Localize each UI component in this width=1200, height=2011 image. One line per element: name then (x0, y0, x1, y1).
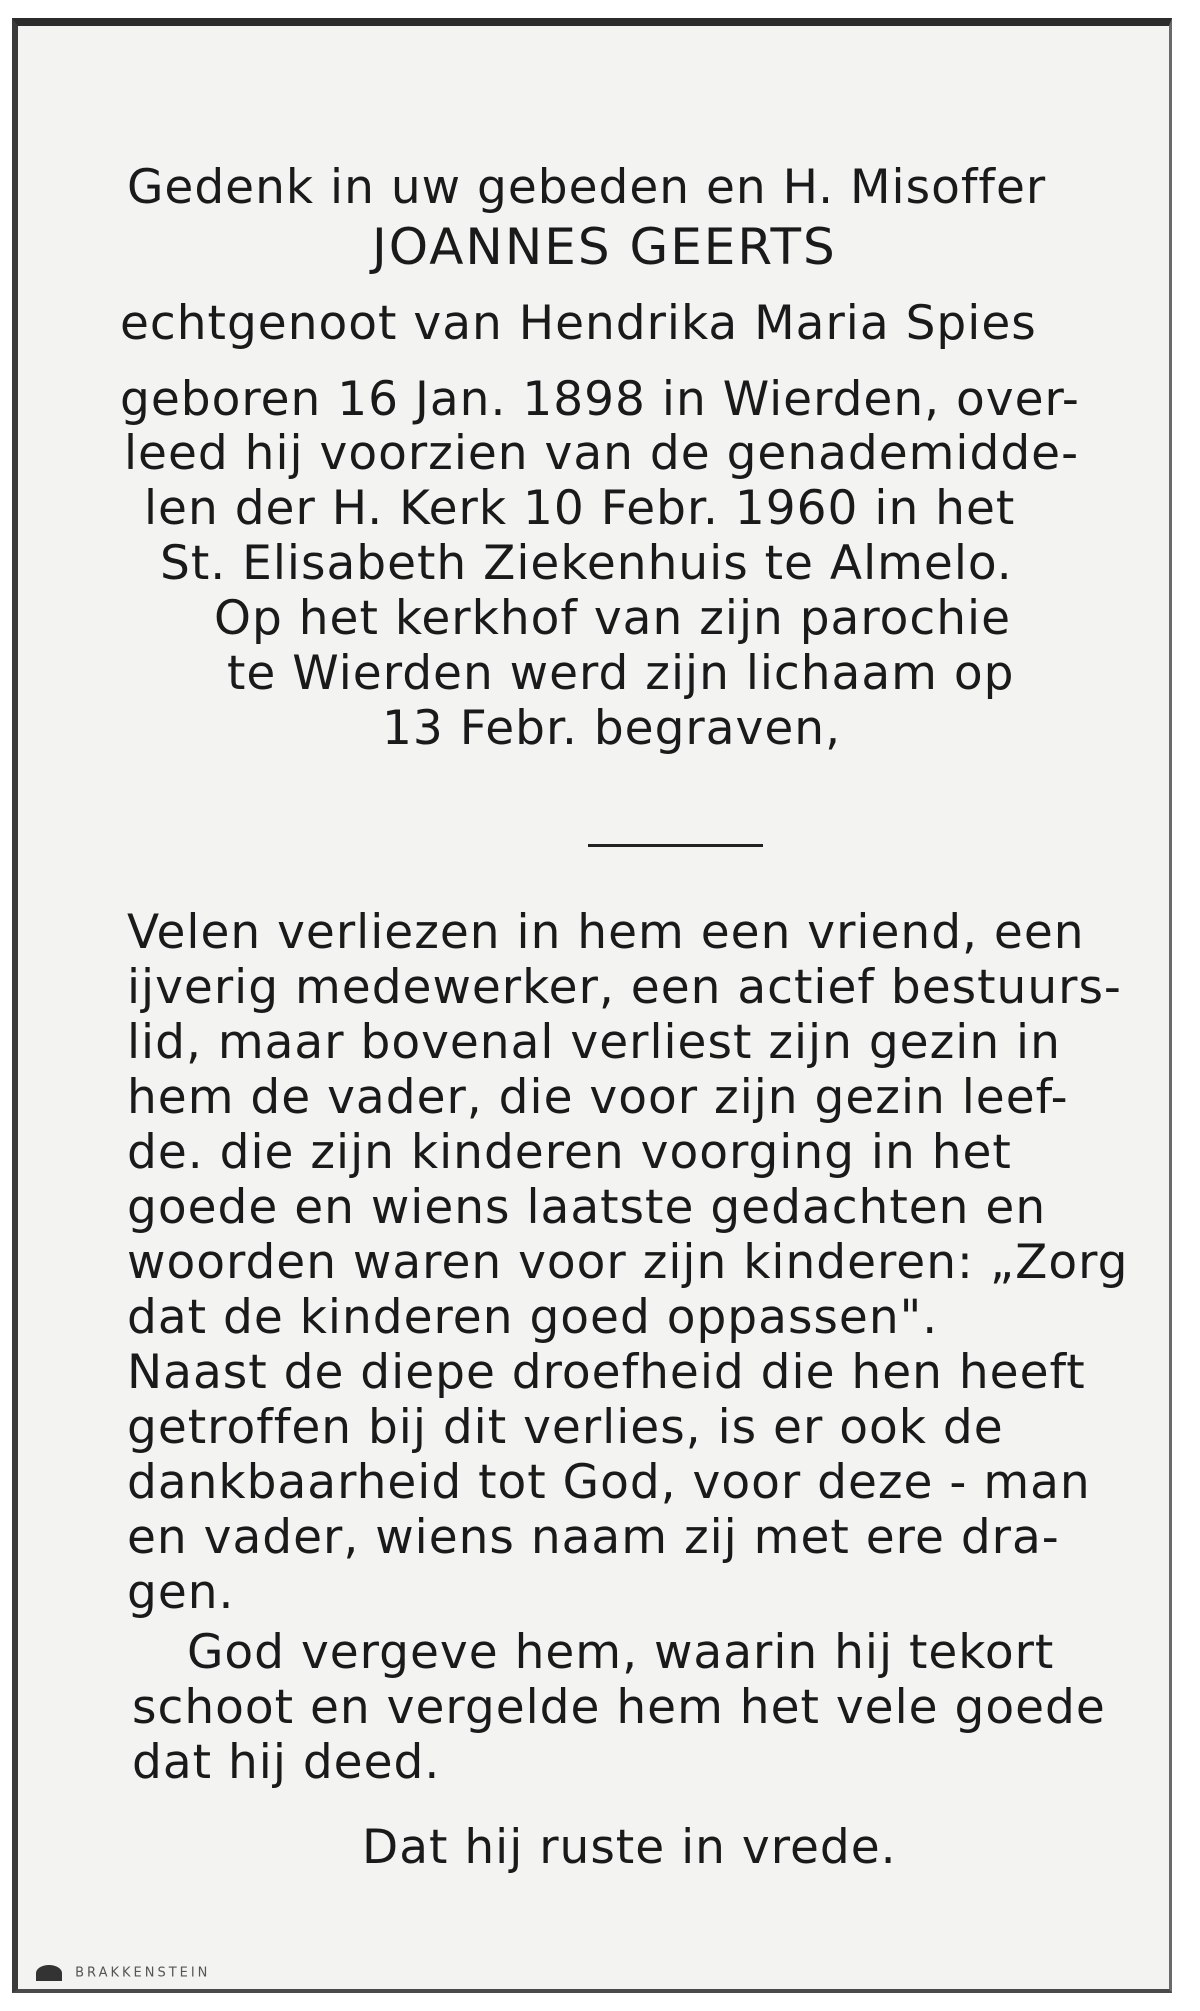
tribute-line: lid, maar bovenal verliest zijn gezin in (127, 1015, 1061, 1070)
tribute-line: hem de vader, die voor zijn gezin leef- (127, 1070, 1069, 1125)
intro-line: Gedenk in uw gebeden en H. Misoffer (127, 160, 1047, 215)
biography-line: geboren 16 Jan. 1898 in Wierden, over- (120, 372, 1080, 427)
tribute-line: dankbaarheid tot God, voor deze - man (127, 1455, 1091, 1510)
card-tribute (32, 44, 1159, 1959)
biography-line: St. Elisabeth Ziekenhuis te Almelo. (160, 536, 1013, 591)
tribute-line: Naast de diepe droefheid die hen heeft (127, 1345, 1086, 1400)
tribute-line: de. die zijn kinderen voorging in het (127, 1125, 1012, 1180)
deceased-name: JOANNES GEERTS (372, 218, 837, 276)
tribute-line: dat de kinderen goed oppassen". (127, 1290, 939, 1345)
printer-name: BRAKKENSTEIN (75, 1965, 211, 1981)
prayer-line: schoot en vergelde hem het vele goede (132, 1680, 1106, 1735)
biography-line: te Wierden werd zijn lichaam op (227, 646, 1015, 701)
printer-logo-icon (36, 1965, 62, 1981)
biography-line: len der H. Kerk 10 Febr. 1960 in het (144, 481, 1016, 536)
biography-line: 13 Febr. begraven, (382, 701, 842, 756)
tribute-line: getroffen bij dit verlies, is er ook de (127, 1400, 1004, 1455)
tribute-line: woorden waren voor zijn kinderen: „Zorg (127, 1235, 1129, 1290)
spouse-line: echtgenoot van Hendrika Maria Spies (120, 296, 1037, 351)
prayer-line: dat hij deed. (132, 1735, 441, 1790)
tribute-line: gen. (127, 1565, 235, 1620)
printer-mark (36, 1965, 210, 1981)
tribute-line: Velen verliezen in hem een vriend, een (127, 905, 1085, 960)
biography-line: leed hij voorzien van de genademidde- (124, 426, 1080, 481)
biography-line: Op het kerkhof van zijn parochie (214, 591, 1012, 646)
tribute-line: en vader, wiens naam zij met ere dra- (127, 1510, 1060, 1565)
prayer-line: God vergeve hem, waarin hij tekort (187, 1625, 1055, 1680)
tribute-line: goede en wiens laatste gedachten en (127, 1180, 1047, 1235)
memorial-card (12, 18, 1172, 1993)
closing-line: Dat hij ruste in vrede. (362, 1820, 897, 1875)
tribute-line: ijverig medewerker, een actief bestuurs- (127, 960, 1122, 1015)
